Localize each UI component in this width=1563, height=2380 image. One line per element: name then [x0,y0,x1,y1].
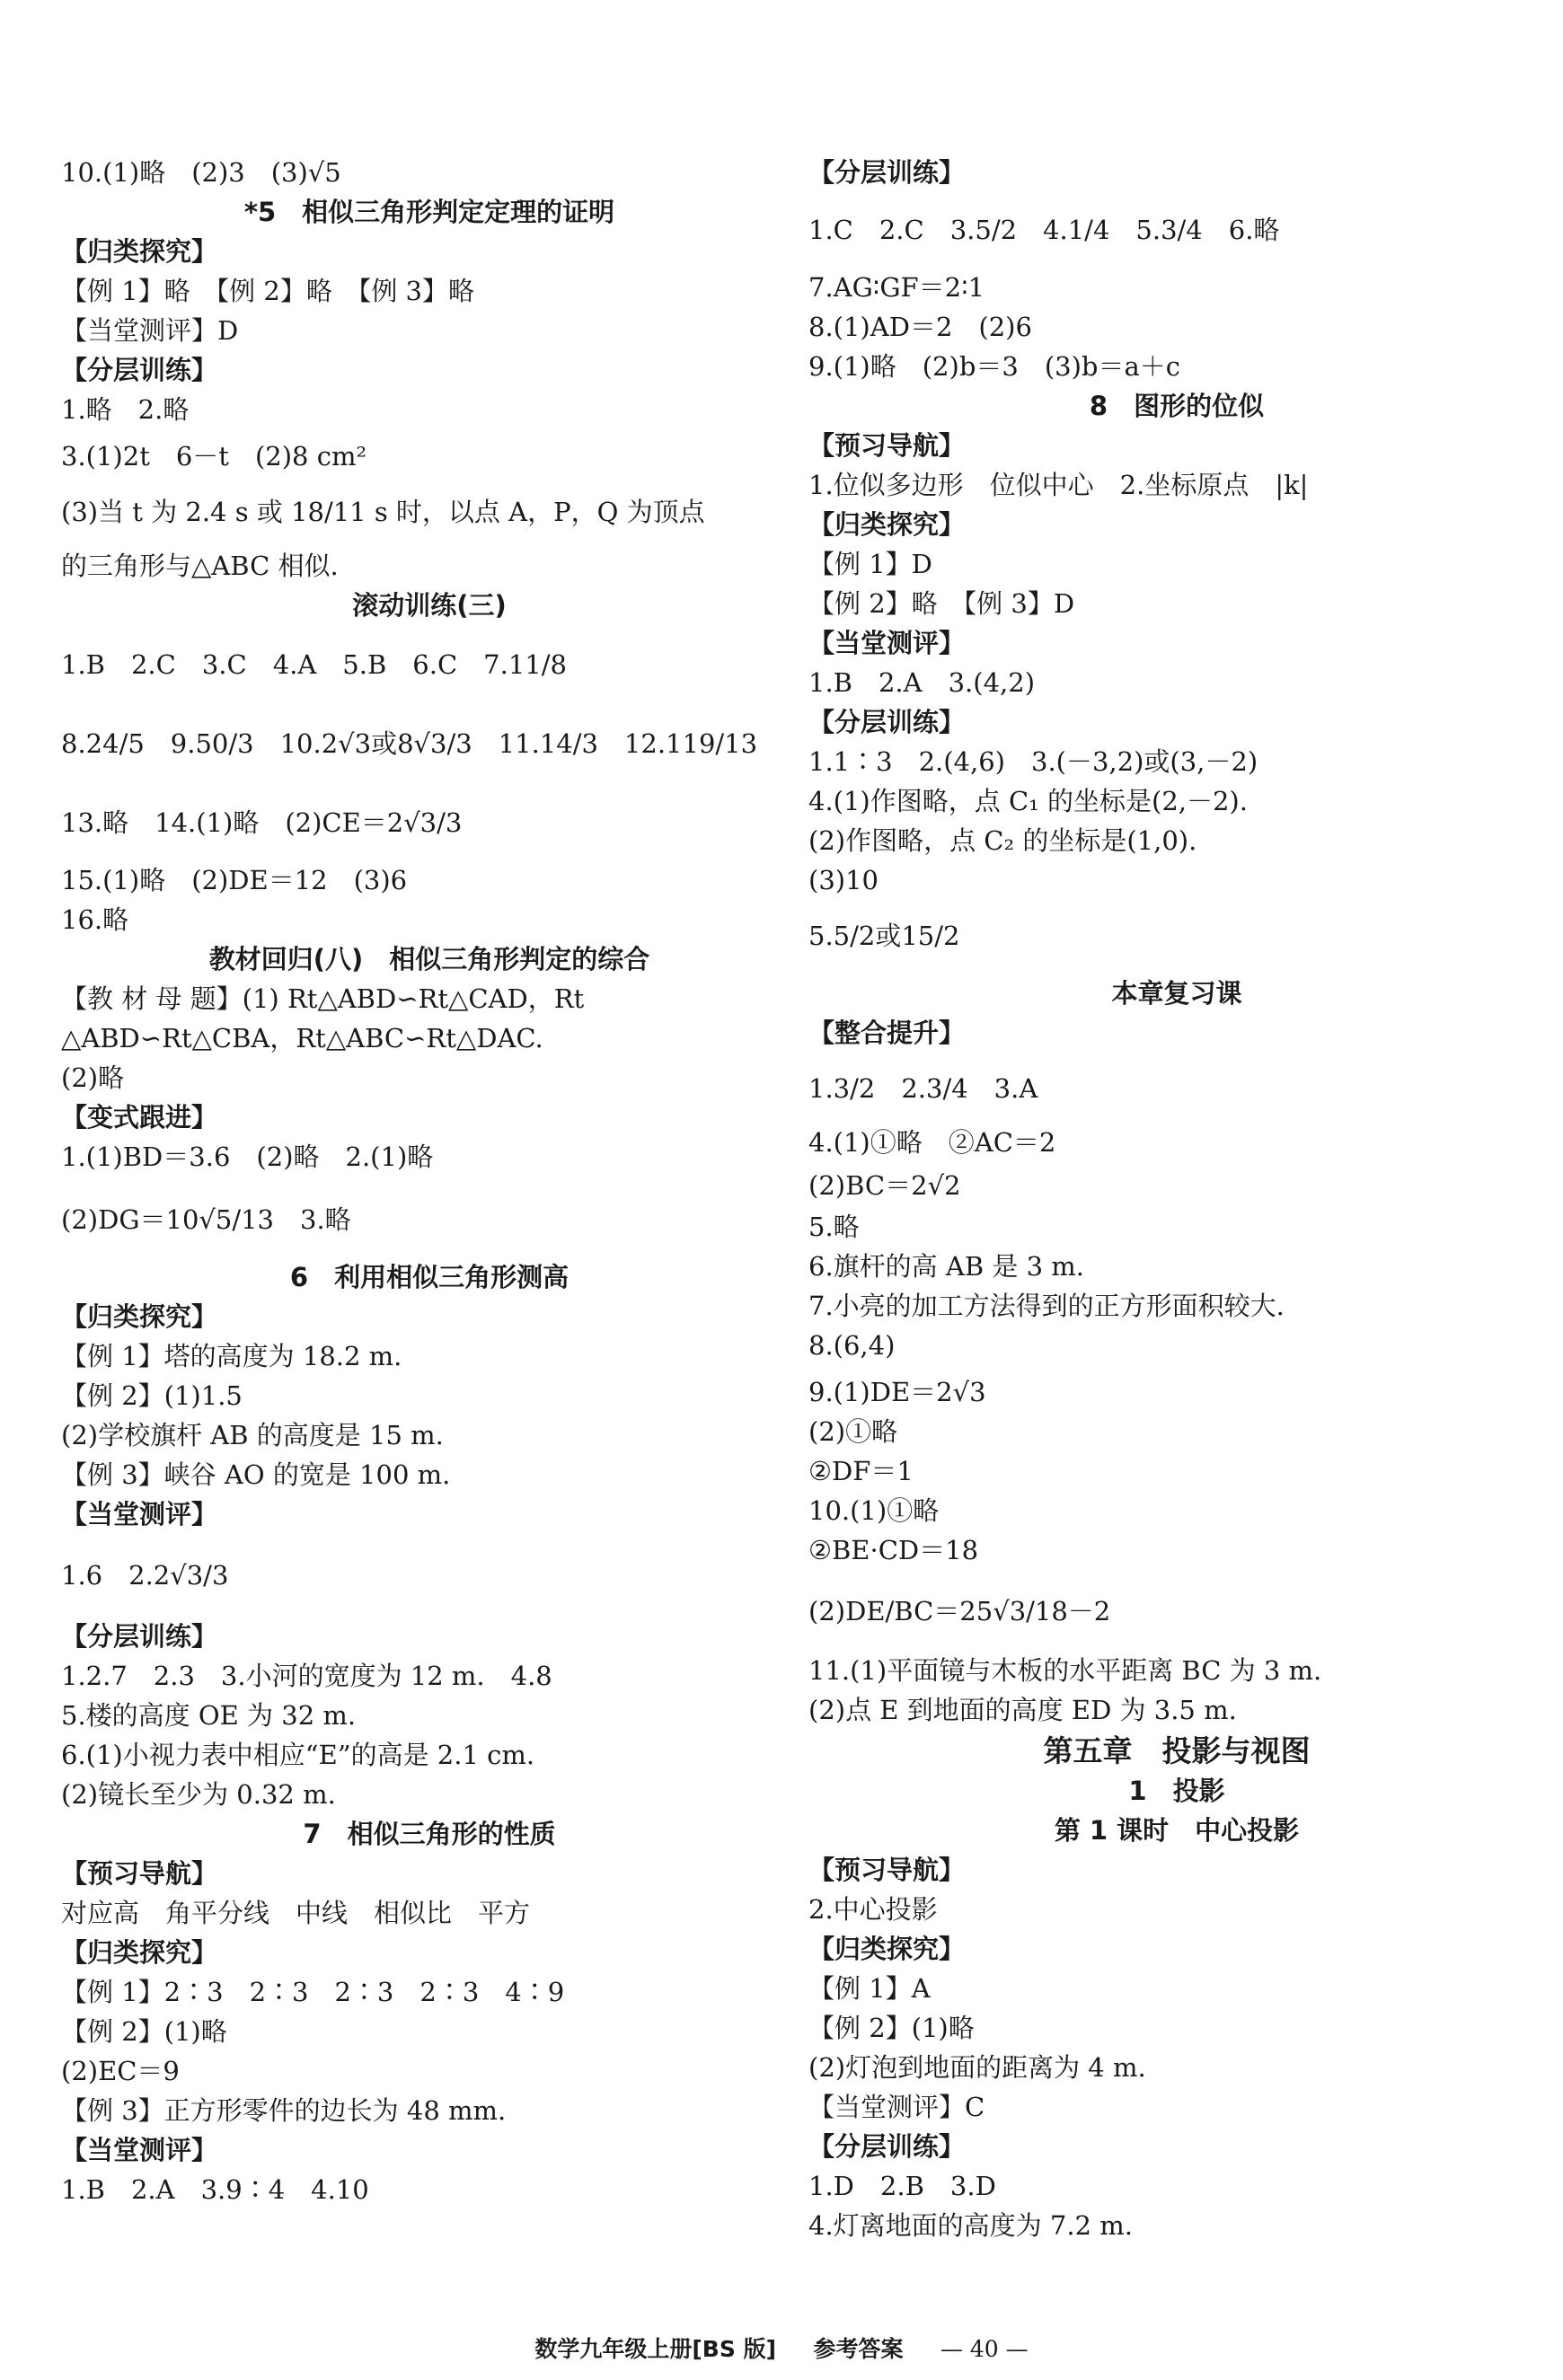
answer-line: 【例 3】峡谷 AO 的宽是 100 m. [61,1459,451,1490]
answer-line: (3)当 t 为 2.4 s 或 18/11 s 时，以点 A，P，Q 为顶点 [61,497,705,527]
answer-line: 1.B 2.A 3.(4,2) [808,667,1036,698]
answer-line: 【教 材 母 题】(1) Rt△ABD∽Rt△CAD，Rt [61,983,585,1014]
answer-line: 1.C 2.C 3.5/2 4.1/4 5.3/4 6.略 [808,215,1280,245]
section-label: 【预习导航】 [808,430,966,461]
footer-section: 参考答案 [813,2336,904,2362]
answer-line: (2)DG＝10√5/13 3.略 [61,1204,351,1235]
section-label: 【整合提升】 [808,1018,966,1048]
answer-line: 9.(1)DE＝2√3 [808,1377,986,1407]
section-label: 【预习导航】 [61,1858,218,1889]
section-label: 【归类探究】 [61,1301,218,1332]
answer-line: 1.2.7 2.3 3.小河的宽度为 12 m. 4.8 [61,1661,552,1691]
answer-line: 8.(1)AD＝2 (2)6 [808,312,1032,342]
answer-line: 【当堂测评】D [61,315,239,346]
answer-line: 【当堂测评】C [808,2092,985,2122]
section-label: 【分层训练】 [61,355,218,385]
answer-line: (2)DE/BC＝25√3/18－2 [808,1596,1111,1626]
section-label: 【分层训练】 [808,707,966,737]
answer-line: 【例 3】正方形零件的边长为 48 mm. [61,2095,507,2126]
answer-line: 4.(1)①略 ②AC＝2 [808,1127,1056,1158]
section-title: 教材回归(八) 相似三角形判定的综合 [208,944,650,974]
section-title: 6 利用相似三角形测高 [289,1262,570,1292]
section-title: 本章复习课 [1111,978,1242,1009]
section-label: 【归类探究】 [808,1934,966,1964]
answer-line: (2)学校旗杆 AB 的高度是 15 m. [61,1420,444,1450]
answer-line: 1.B 2.A 3.9∶4 4.10 [61,2174,369,2205]
footer-page-number: — 40 — [940,2336,1029,2362]
answer-line: 7.AG∶GF＝2∶1 [808,272,985,303]
answer-line: 【例 2】(1)1.5 [61,1380,243,1411]
answer-line: 【例 1】塔的高度为 18.2 m. [61,1341,402,1371]
section-label: 【当堂测评】 [61,1499,218,1529]
answer-line: (2)略 [61,1062,125,1093]
answer-line: 对应高 角平分线 中线 相似比 平方 [61,1898,531,1928]
answer-line: 5.楼的高度 OE 为 32 m. [61,1700,357,1731]
answer-line: 3.(1)2t 6－t (2)8 cm² [61,441,367,472]
answer-line: 1.位似多边形 位似中心 2.坐标原点 |k| [808,470,1309,500]
answer-line: 的三角形与△ABC 相似. [61,551,339,581]
answer-line: 1.(1)BD＝3.6 (2)略 2.(1)略 [61,1142,434,1172]
section-title: 第五章 投影与视图 [1043,1733,1311,1768]
answer-line: 11.(1)平面镜与木板的水平距离 BC 为 3 m. [808,1655,1322,1686]
section-label: 【当堂测评】 [61,2135,218,2165]
answer-line: 1.6 2.2√3/3 [61,1560,229,1591]
answer-line: 7.小亮的加工方法得到的正方形面积较大. [808,1291,1285,1321]
section-title: 7 相似三角形的性质 [303,1819,556,1849]
section-label: 【当堂测评】 [808,628,966,658]
answer-line: 6.(1)小视力表中相应“E”的高是 2.1 cm. [61,1740,535,1770]
answer-line: 【例 1】2∶3 2∶3 2∶3 2∶3 4∶9 [61,1977,565,2007]
answer-line: 16.略 [61,904,129,935]
section-label: 【归类探究】 [61,236,218,267]
answer-line: (2)①略 [808,1416,898,1447]
answer-line: 1.B 2.C 3.C 4.A 5.B 6.C 7.11/8 [61,649,567,680]
answer-line: 【例 1】D [808,549,932,579]
answer-line: 5.略 [808,1212,860,1242]
answer-line: 6.旗杆的高 AB 是 3 m. [808,1251,1084,1282]
section-title: 滚动训练(三) [352,590,507,621]
section-title: *5 相似三角形判定定理的证明 [243,197,615,227]
section-label: 【预习导航】 [808,1855,966,1885]
section-title: 1 投影 [1128,1776,1225,1806]
section-label: 【分层训练】 [808,2131,966,2162]
answer-line: 13.略 14.(1)略 (2)CE＝2√3/3 [61,807,463,838]
answer-line: 2.中心投影 [808,1894,938,1925]
footer-book: 数学九年级上册[BS 版] [534,2336,776,2362]
answer-line: (2)镜长至少为 0.32 m. [61,1779,336,1810]
answer-line: (2)作图略，点 C₂ 的坐标是(1,0). [808,825,1197,856]
answer-line: ②BE·CD＝18 [808,1535,979,1565]
answer-line: 5.5/2或15/2 [808,921,960,951]
answer-line: (2)点 E 到地面的高度 ED 为 3.5 m. [808,1695,1237,1725]
answer-line: 【例 2】略 【例 3】D [808,588,1075,619]
answer-line: 4.(1)作图略，点 C₁ 的坐标是(2,－2). [808,786,1248,816]
answer-line: 1.略 2.略 [61,394,190,425]
section-label: 【归类探究】 [808,509,966,540]
section-label: 【变式跟进】 [61,1102,218,1133]
answer-line: 15.(1)略 (2)DE＝12 (3)6 [61,865,408,895]
answer-line: 【例 1】略 【例 2】略 【例 3】略 [61,276,475,306]
answer-line: (2)BC＝2√2 [808,1170,961,1201]
answer-line: 8.24/5 9.50/3 10.2√3或8√3/3 11.14/3 12.119/13 [61,728,758,759]
answer-line: (2)灯泡到地面的距离为 4 m. [808,2052,1146,2083]
section-label: 【分层训练】 [808,157,966,188]
answer-line: 【例 2】(1)略 [808,2013,975,2043]
section-label: 【分层训练】 [61,1621,218,1652]
answer-line: 1.1∶3 2.(4,6) 3.(－3,2)或(3,－2) [808,746,1258,777]
section-title: 第 1 课时 中心投影 [1054,1815,1300,1846]
answer-line: 9.(1)略 (2)b＝3 (3)b＝a＋c [808,351,1181,382]
answer-line: ②DF＝1 [808,1456,914,1486]
answer-line: 1.3/2 2.3/4 3.A [808,1073,1038,1104]
answer-line: △ABD∽Rt△CBA，Rt△ABC∽Rt△DAC. [61,1023,543,1053]
section-title: 8 图形的位似 [1089,391,1265,421]
answer-line: 8.(6,4) [808,1330,896,1361]
page-footer [0,2332,1563,2364]
answer-line: 【例 2】(1)略 [61,2016,227,2047]
answer-line: (3)10 [808,865,879,895]
answer-line: 10.(1)略 (2)3 (3)√5 [61,157,341,188]
answer-line: (2)EC＝9 [61,2056,180,2086]
answer-line: 4.灯离地面的高度为 7.2 m. [808,2210,1133,2241]
answer-line: 【例 1】A [808,1973,931,2004]
section-label: 【归类探究】 [61,1937,218,1968]
answer-line: 10.(1)①略 [808,1495,940,1526]
answer-line: 1.D 2.B 3.D [808,2171,996,2201]
